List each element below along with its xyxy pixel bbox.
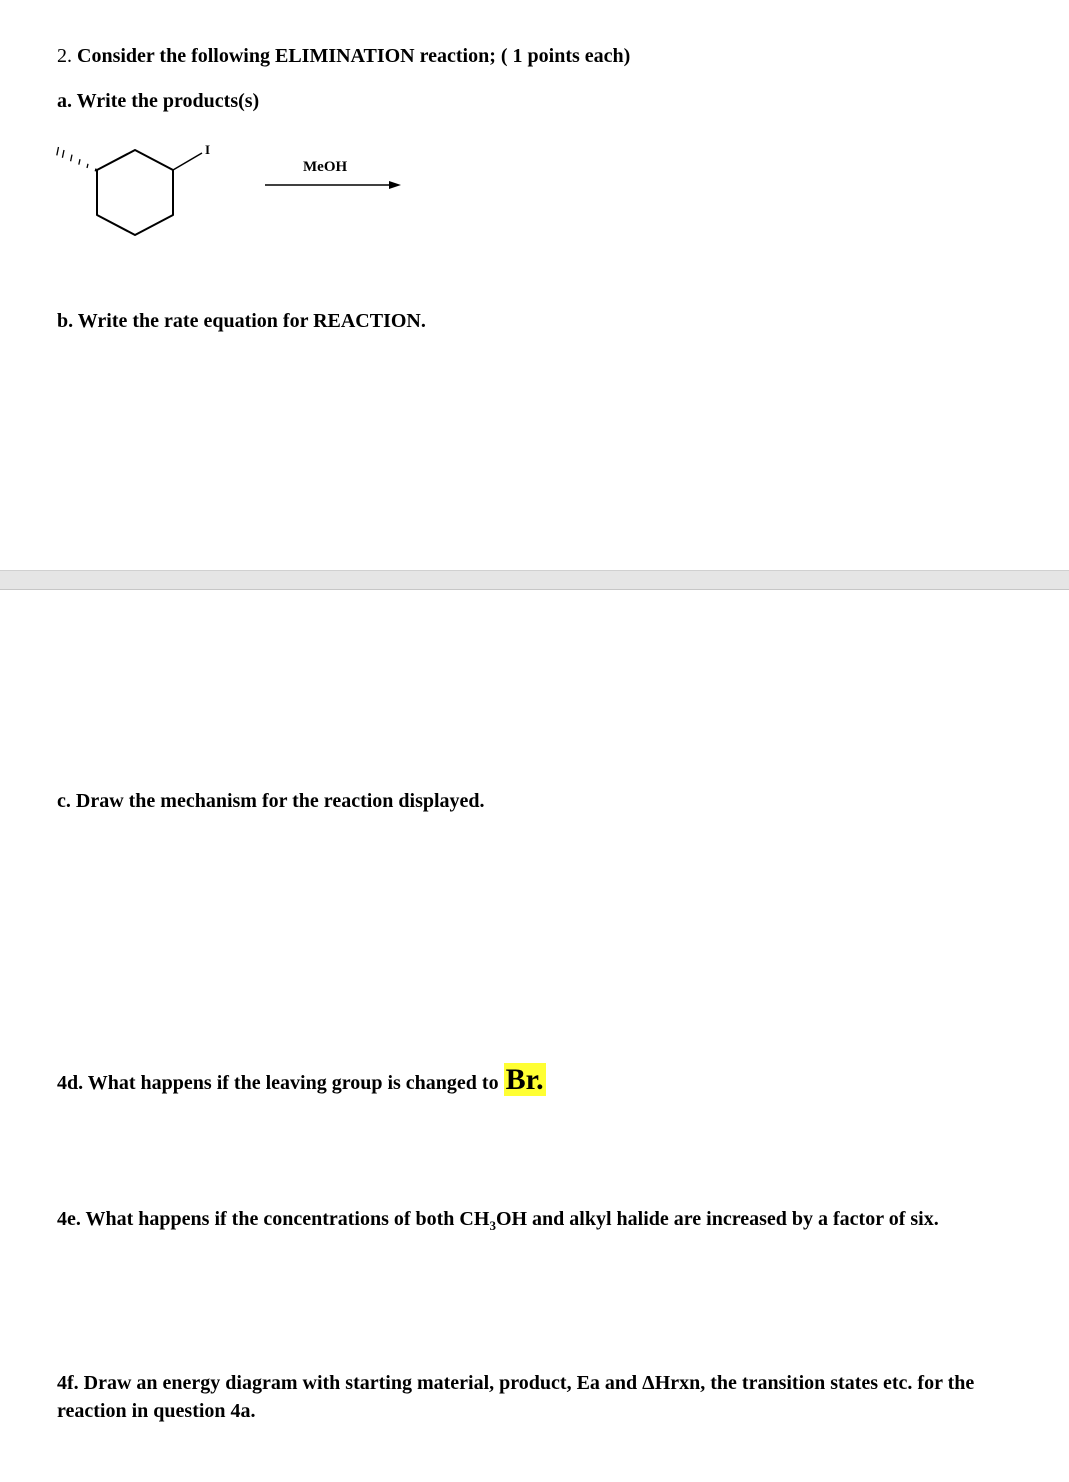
part-a-label: a. Write the products(s): [57, 90, 260, 112]
hashed-wedge-methyl: [57, 147, 96, 171]
reaction-scheme: [50, 130, 420, 245]
part-4e-question: [57, 1205, 1047, 1233]
highlighted-leaving-group: Br.: [505, 1063, 544, 1096]
iodine-atom-label: I: [205, 142, 211, 157]
part-4d-question: [57, 1062, 546, 1101]
part-4f-question: 4f. Draw an energy diagram with starting material, product, Ea and ΔHrxn, the transition states etc. for the reaction in question 4a.: [57, 1372, 975, 1422]
question-title: [57, 42, 630, 70]
iodo-bond: [173, 153, 202, 170]
part-b-label: b. Write the rate equation for REACTION.: [57, 310, 426, 332]
part-4e-text-before: 4e. What happens if the concentrations of both CH: [57, 1208, 490, 1230]
part-4e-subscript: 3: [489, 1218, 496, 1233]
part-4e-text-after: OH and alkyl halide are increased by a factor of six.: [495, 1208, 939, 1230]
reagent-label: MeOH: [303, 159, 348, 175]
part-c-label: c. Draw the mechanism for the reaction displayed.: [57, 790, 485, 812]
page-divider: [0, 570, 1069, 590]
question-number: 2.: [57, 45, 72, 67]
question-title-text: Consider the following ELIMINATION reaction; ( 1 points each): [77, 45, 631, 67]
part-4d-text: 4d. What happens if the leaving group is changed to: [57, 1072, 499, 1094]
cyclohexane-ring: [97, 150, 173, 235]
reaction-arrowhead: [389, 181, 401, 189]
